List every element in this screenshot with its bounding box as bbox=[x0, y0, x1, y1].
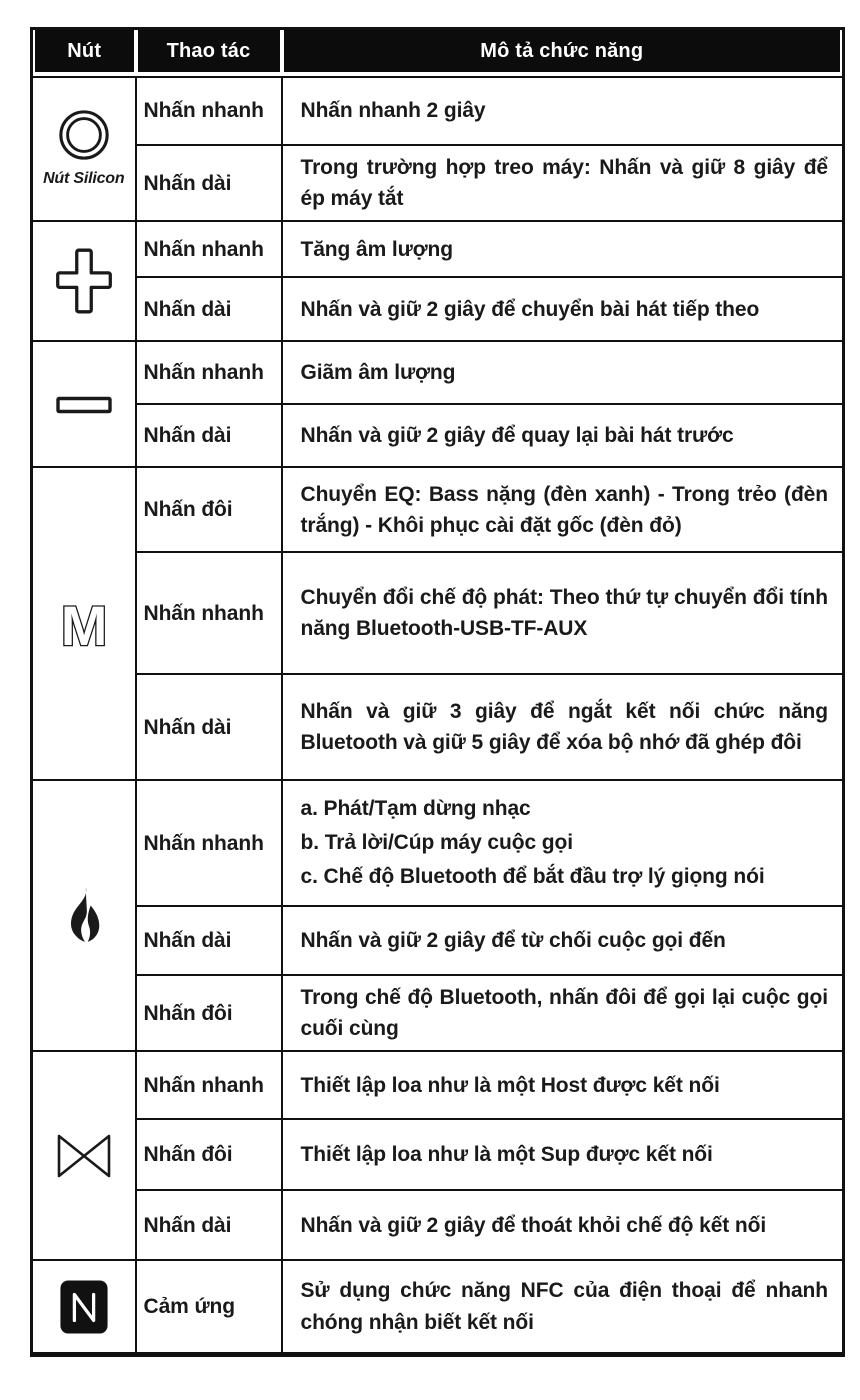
silicon-button-cell bbox=[32, 77, 136, 221]
action-cell: Nhấn dài bbox=[136, 277, 282, 341]
table-row bbox=[32, 77, 844, 145]
silicon-button-label: Nút Silicon bbox=[43, 169, 125, 187]
table-row bbox=[32, 404, 844, 467]
nfc-area-cell bbox=[32, 1260, 136, 1354]
table-row bbox=[32, 1190, 844, 1260]
description-cell: Sử dụng chức năng NFC của điện thoại để nhanh chóng nhận biết kết nối bbox=[282, 1260, 844, 1354]
action-cell: Nhấn nhanh bbox=[136, 341, 282, 404]
table-row bbox=[32, 277, 844, 341]
action-cell: Nhấn đôi bbox=[136, 467, 282, 552]
table-row bbox=[32, 780, 844, 906]
table-header-row bbox=[32, 29, 844, 78]
description-line: a. Phát/Tạm dừng nhạc bbox=[300, 797, 531, 821]
action-cell: Nhấn nhanh bbox=[136, 221, 282, 277]
table-row bbox=[32, 552, 844, 674]
header-label-action: Thao tác bbox=[166, 39, 251, 62]
button-function-table bbox=[30, 27, 845, 1357]
action-cell: Nhấn nhanh bbox=[136, 780, 282, 906]
table-row bbox=[32, 906, 844, 975]
volume-up-button-cell bbox=[32, 221, 136, 341]
table-row bbox=[32, 221, 844, 277]
table-row bbox=[32, 1260, 844, 1354]
action-cell: Nhấn dài bbox=[136, 906, 282, 975]
silicon-button-ring-icon bbox=[57, 122, 111, 145]
action-cell: Nhấn dài bbox=[136, 145, 282, 221]
description-cell: Chuyển đổi chế độ phát: Theo thứ tự chuyển đổi tính năng Bluetooth-USB-TF-AUX bbox=[282, 552, 844, 674]
action-cell: Nhấn đôi bbox=[136, 1119, 282, 1190]
description-cell: Trong trường hợp treo máy: Nhấn và giữ 8 giây để ép máy tắt bbox=[282, 145, 844, 221]
action-cell: Nhấn đôi bbox=[136, 975, 282, 1051]
description-cell: Chuyển EQ: Bass nặng (đèn xanh) - Trong trẻo (đèn trắng) - Khôi phục cài đặt gốc (đèn đỏ) bbox=[282, 467, 844, 552]
description-cell: Tăng âm lượng bbox=[282, 221, 844, 277]
action-cell: Nhấn nhanh bbox=[136, 552, 282, 674]
header-cell-action bbox=[136, 29, 282, 78]
description-cell bbox=[282, 780, 844, 906]
action-cell: Nhấn nhanh bbox=[136, 1051, 282, 1119]
header-label-button: Nút bbox=[67, 39, 102, 62]
flame-multifunction-icon bbox=[63, 903, 105, 926]
mode-button-cell bbox=[32, 467, 136, 780]
table-row bbox=[32, 145, 844, 221]
description-cell: Nhấn và giữ 2 giây để quay lại bài hát trước bbox=[282, 404, 844, 467]
action-cell: Nhấn dài bbox=[136, 674, 282, 780]
nfc-icon bbox=[59, 1294, 109, 1317]
table-row bbox=[32, 467, 844, 552]
description-cell: Nhấn và giữ 2 giây để chuyển bài hát tiếp theo bbox=[282, 277, 844, 341]
plus-volume-up-icon bbox=[55, 269, 113, 292]
tws-pairing-button-cell bbox=[32, 1051, 136, 1260]
minus-volume-down-icon bbox=[55, 393, 113, 416]
action-cell: Nhấn nhanh bbox=[136, 77, 282, 145]
description-line: b. Trả lời/Cúp máy cuộc gọi bbox=[300, 831, 573, 855]
description-cell: Nhấn và giữ 2 giây để thoát khỏi chế độ kết nối bbox=[282, 1190, 844, 1260]
description-cell: Giãm âm lượng bbox=[282, 341, 844, 404]
svg-text:M: M bbox=[60, 593, 108, 655]
table-row bbox=[32, 1051, 844, 1119]
description-cell: Nhấn nhanh 2 giây bbox=[282, 77, 844, 145]
bowtie-tws-pairing-icon bbox=[55, 1143, 113, 1166]
header-cell-description bbox=[282, 29, 844, 78]
table-row bbox=[32, 341, 844, 404]
multifunction-button-cell bbox=[32, 780, 136, 1051]
description-line: c. Chế độ Bluetooth để bắt đầu trợ lý giọng nói bbox=[300, 865, 765, 889]
description-cell: Nhấn và giữ 3 giây để ngắt kết nối chức năng Bluetooth và giữ 5 giây để xóa bộ nhớ đã ghép đôi bbox=[282, 674, 844, 780]
volume-down-button-cell bbox=[32, 341, 136, 467]
m-mode-icon bbox=[53, 593, 115, 655]
description-cell: Nhấn và giữ 2 giây để từ chối cuộc gọi đến bbox=[282, 906, 844, 975]
action-cell: Cảm ứng bbox=[136, 1260, 282, 1354]
action-cell: Nhấn dài bbox=[136, 1190, 282, 1260]
action-cell: Nhấn dài bbox=[136, 404, 282, 467]
description-cell: Trong chế độ Bluetooth, nhấn đôi để gọi lại cuộc gọi cuối cùng bbox=[282, 975, 844, 1051]
header-cell-button bbox=[32, 29, 136, 78]
description-cell: Thiết lập loa như là một Sup được kết nối bbox=[282, 1119, 844, 1190]
description-cell: Thiết lập loa như là một Host được kết nối bbox=[282, 1051, 844, 1119]
table-row bbox=[32, 674, 844, 780]
table-row bbox=[32, 1119, 844, 1190]
table-row bbox=[32, 975, 844, 1051]
header-label-description: Mô tả chức năng bbox=[480, 39, 644, 62]
